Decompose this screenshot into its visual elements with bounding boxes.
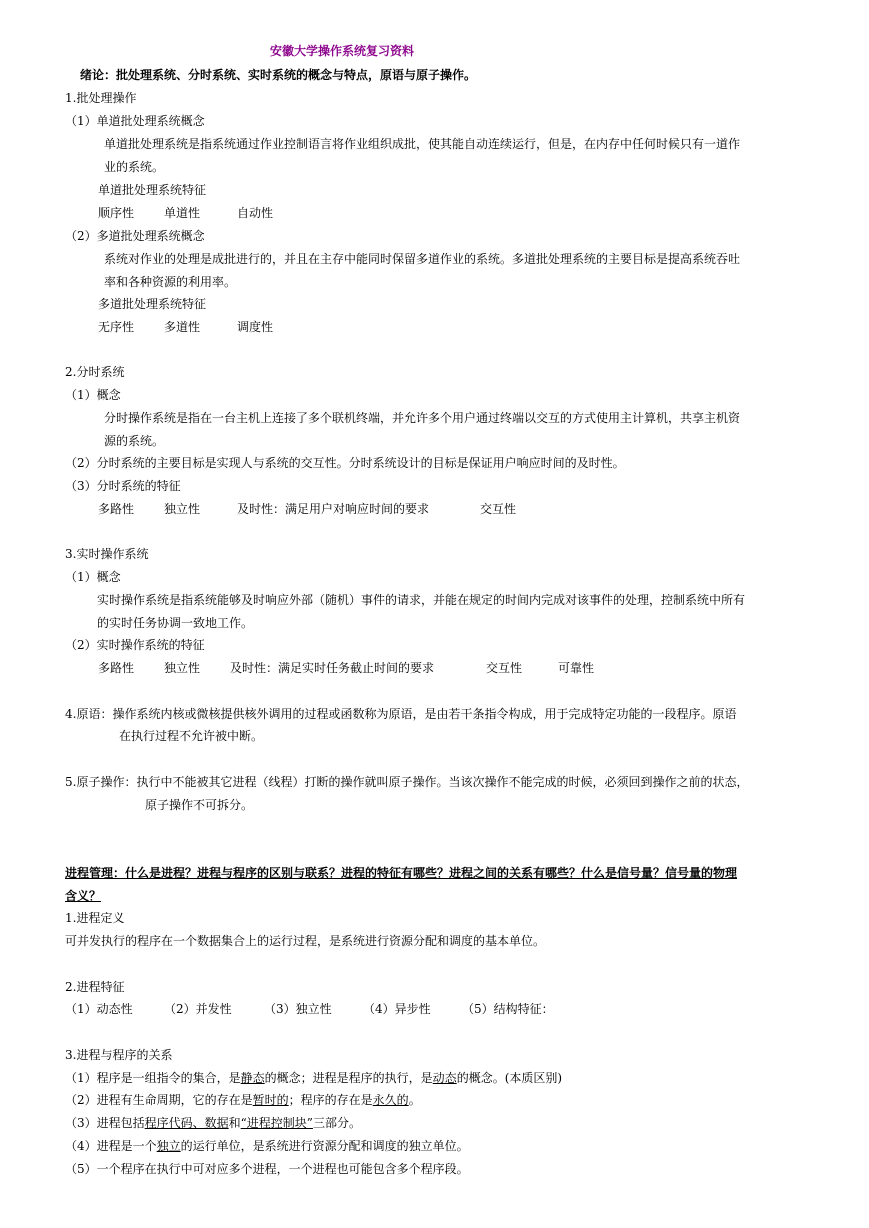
- process-heading-a: 进程管理：什么是进程？进程与程序的区别与联系？进程的特征有哪些？进程之间的关系有哪些？什么是信号量？信号量的物理: [65, 866, 738, 880]
- relation-3-part-a: （3）进程包括: [65, 1116, 145, 1130]
- relation-3-underline-1: 程序代码、数据: [144, 1116, 229, 1130]
- section-2-heading: 2.分时系统: [65, 365, 125, 379]
- relation-1-underline-1: 静态: [240, 1071, 265, 1085]
- process-3-relation-1: [65, 1067, 562, 1090]
- process-1-heading: 1.进程定义: [65, 911, 125, 925]
- section-3-feature-3: 及时性：满足实时任务截止时间的要求: [230, 661, 435, 675]
- relation-3-part-c: 三部分。: [312, 1116, 361, 1130]
- relation-4-underline-1: 独立: [156, 1139, 181, 1153]
- process-2-feature-3: （3）独立性: [264, 1002, 332, 1016]
- relation-3-part-b: 和: [228, 1116, 241, 1130]
- section-3-text-b: 的实时任务协调一致地工作。: [97, 616, 254, 630]
- section-1-sub2: （2）多道批处理系统概念: [65, 229, 205, 243]
- section-3-heading: 3.实时操作系统: [65, 547, 149, 561]
- relation-1-part-b: 的概念；进程是程序的执行，是: [264, 1071, 433, 1085]
- section-3-feature-4: 交互性: [486, 661, 523, 675]
- process-2-feature-5: （5）结构特征：: [462, 1002, 554, 1016]
- section-1-heading: 1.批处理操作: [65, 91, 137, 105]
- section-2-feature-1: 多路性: [98, 502, 135, 516]
- document-title: 安徽大学操作系统复习资料: [270, 44, 415, 58]
- section-3-sub1: （1）概念: [65, 570, 121, 584]
- process-2-heading: 2.进程特征: [65, 980, 125, 994]
- section-4-text-a: 4.原语：操作系统内核或微核提供核外调用的过程或函数称为原语，是由若干条指令构成，用于完成特定功能的一段程序。原语: [65, 707, 737, 721]
- section-1-sub2-feature-1: 无序性: [98, 320, 135, 334]
- process-2-feature-1: （1）动态性: [65, 1002, 133, 1016]
- relation-1-part-c: 的概念。(本质区别): [456, 1071, 563, 1085]
- section-1-sub1-feature-3: 自动性: [237, 206, 274, 220]
- process-2-feature-2: （2）并发性: [164, 1002, 232, 1016]
- process-3-relation-4: [65, 1135, 469, 1158]
- section-3-sub2: （2）实时操作系统的特征: [65, 638, 205, 652]
- section-1-sub1-text-a: 单道批处理系统是指系统通过作业控制语言将作业组织成批，使其能自动连续运行，但是，在内存中任何时候只有一道作: [104, 137, 741, 151]
- relation-2-underline-2: 永久的: [372, 1093, 409, 1107]
- section-1-sub2-text-a: 系统对作业的处理是成批进行的，并且在主存中能同时保留多道作业的系统。多道批处理系统的主要目标是提高系统吞吐: [104, 252, 741, 266]
- intro-heading: 绪论：批处理系统、分时系统、实时系统的概念与特点，原语与原子操作。: [80, 68, 477, 82]
- process-heading-b: 含义？: [65, 889, 102, 903]
- section-3-feature-2: 独立性: [164, 661, 201, 675]
- section-1-sub1-feature-1: 顺序性: [98, 206, 135, 220]
- section-2-sub3: （3）分时系统的特征: [65, 479, 181, 493]
- section-3-feature-5: 可靠性: [558, 661, 595, 675]
- section-1-sub2-text-b: 率和各种资源的利用率。: [104, 275, 237, 289]
- section-2-sub1: （1）概念: [65, 388, 121, 402]
- section-3-text-a: 实时操作系统是指系统能够及时响应外部（随机）事件的请求，并能在规定的时间内完成对该事件的处理，控制系统中所有: [97, 593, 746, 607]
- section-5-text-b: 原子操作不可拆分。: [145, 798, 254, 812]
- section-4-text-b: 在执行过程不允许被中断。: [119, 729, 264, 743]
- process-3-relation-2: [65, 1089, 421, 1112]
- process-3-relation-5: （5）一个程序在执行中可对应多个进程，一个进程也可能包含多个程序段。: [65, 1162, 469, 1176]
- relation-3-underline-2: “进程控制块”: [240, 1116, 313, 1130]
- relation-2-part-c: 。: [408, 1093, 421, 1107]
- relation-2-part-b: ；程序的存在是: [288, 1093, 373, 1107]
- relation-2-underline-1: 暂时的: [252, 1093, 289, 1107]
- process-2-feature-4: （4）异步性: [363, 1002, 431, 1016]
- process-3-heading: 3.进程与程序的关系: [65, 1048, 173, 1062]
- relation-4-part-a: （4）进程是一个: [65, 1139, 157, 1153]
- process-3-relation-3: [65, 1112, 361, 1135]
- section-1-sub1: （1）单道批处理系统概念: [65, 114, 205, 128]
- section-2-sub2: （2）分时系统的主要目标是实现人与系统的交互性。分时系统设计的目标是保证用户响应时间的及时性。: [65, 456, 625, 470]
- section-3-feature-1: 多路性: [98, 661, 135, 675]
- section-2-feature-2: 独立性: [164, 502, 201, 516]
- section-2-text-a: 分时操作系统是指在一台主机上连接了多个联机终端，并允许多个用户通过终端以交互的方式使用主计算机，共享主机资: [104, 411, 741, 425]
- section-1-sub2-feature-3: 调度性: [237, 320, 274, 334]
- relation-1-part-a: （1）程序是一组指令的集合，是: [65, 1071, 241, 1085]
- section-1-sub1-feature-label: 单道批处理系统特征: [98, 183, 207, 197]
- section-2-feature-4: 交互性: [480, 502, 517, 516]
- relation-2-part-a: （2）进程有生命周期，它的存在是: [65, 1093, 253, 1107]
- section-2-feature-3: 及时性：满足用户对响应时间的要求: [237, 502, 430, 516]
- section-1-sub1-feature-2: 单道性: [164, 206, 201, 220]
- section-5-text-a: 5.原子操作：执行中不能被其它进程（线程）打断的操作就叫原子操作。当该次操作不能完成的时候，必须回到操作之前的状态，: [65, 775, 749, 789]
- section-1-sub2-feature-label: 多道批处理系统特征: [98, 297, 207, 311]
- process-1-text: 可并发执行的程序在一个数据集合上的运行过程，是系统进行资源分配和调度的基本单位。: [65, 934, 546, 948]
- relation-4-part-b: 的运行单位，是系统进行资源分配和调度的独立单位。: [180, 1139, 469, 1153]
- section-1-sub1-text-b: 业的系统。: [104, 160, 165, 174]
- relation-1-underline-2: 动态: [432, 1071, 457, 1085]
- section-1-sub2-feature-2: 多道性: [164, 320, 201, 334]
- section-2-text-b: 源的系统。: [104, 434, 165, 448]
